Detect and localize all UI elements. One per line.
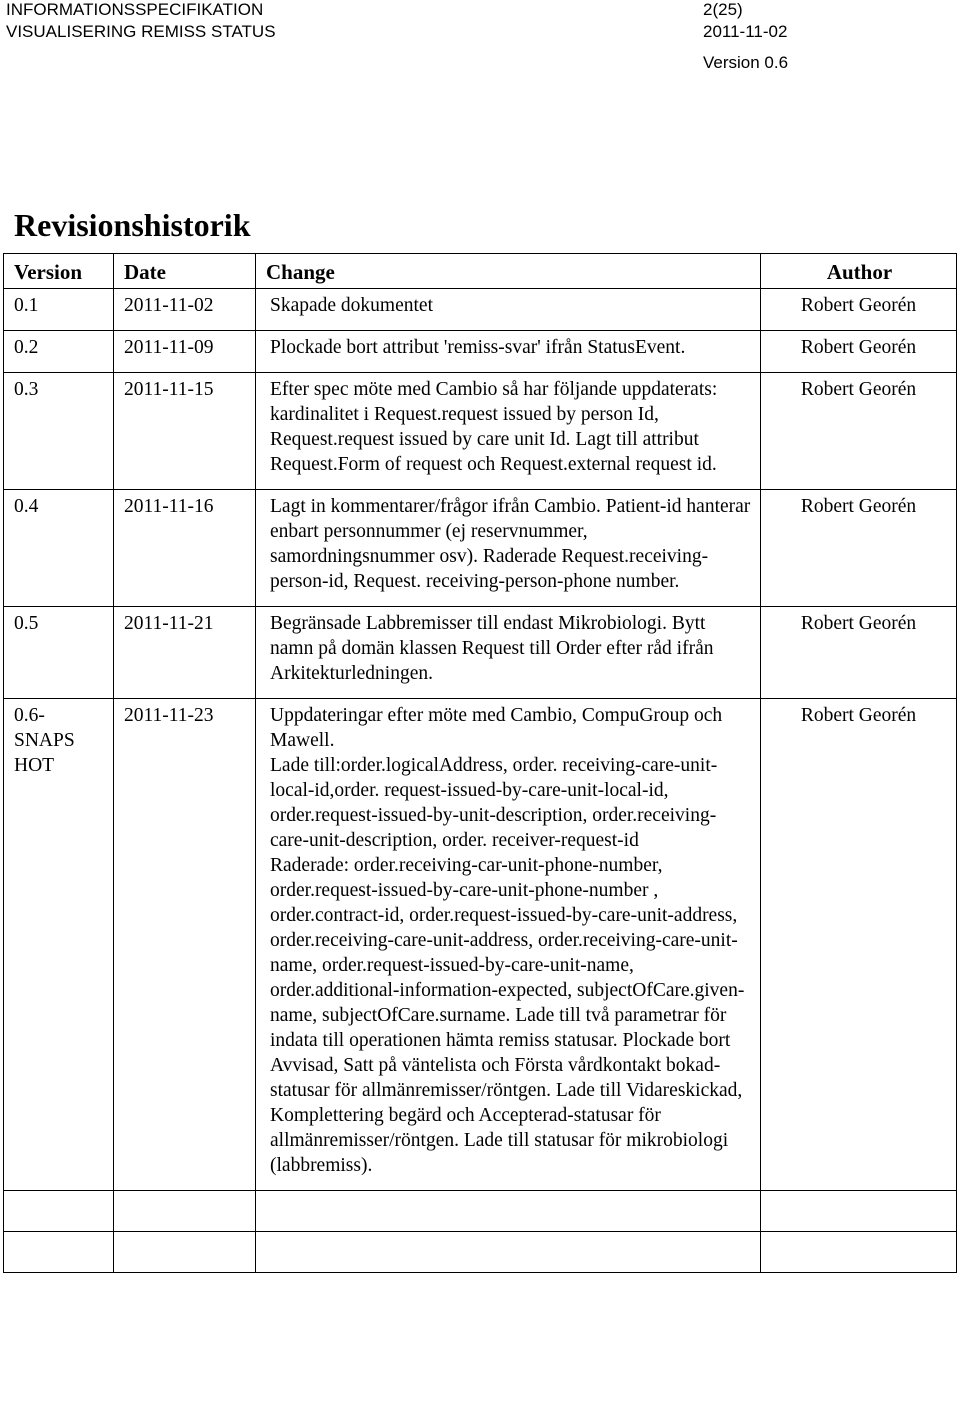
row-version: 0.6- SNAPS HOT bbox=[4, 699, 114, 1191]
column-header-change: Change bbox=[256, 254, 761, 289]
row-author: Robert Georén bbox=[761, 331, 957, 373]
empty-cell bbox=[761, 1191, 957, 1232]
empty-cell bbox=[761, 1232, 957, 1273]
table-row-empty bbox=[4, 1232, 957, 1273]
table-header-row bbox=[4, 254, 957, 289]
revision-history-table bbox=[3, 253, 957, 1273]
row-change: Skapade dokumentet bbox=[256, 289, 761, 331]
table-row-empty bbox=[4, 1191, 957, 1232]
row-date: 2011-11-16 bbox=[114, 490, 256, 607]
empty-cell bbox=[256, 1232, 761, 1273]
table-row bbox=[4, 490, 957, 607]
row-version: 0.1 bbox=[4, 289, 114, 331]
empty-cell bbox=[4, 1191, 114, 1232]
document-header-subtitle: VISUALISERING REMISS STATUS bbox=[6, 22, 276, 41]
empty-cell bbox=[4, 1232, 114, 1273]
row-date: 2011-11-09 bbox=[114, 331, 256, 373]
table-row bbox=[4, 699, 957, 1191]
row-change: Begränsade Labbremisser till endast Mikrobiologi. Bytt namn på domän klassen Request till Order efter råd ifrån Arkitekturledningen. bbox=[256, 607, 761, 699]
empty-cell bbox=[114, 1232, 256, 1273]
column-header-date: Date bbox=[114, 254, 256, 289]
page-number: 2(25) bbox=[703, 0, 743, 19]
table-row bbox=[4, 373, 957, 490]
row-date: 2011-11-02 bbox=[114, 289, 256, 331]
empty-cell bbox=[114, 1191, 256, 1232]
row-date: 2011-11-15 bbox=[114, 373, 256, 490]
row-author: Robert Georén bbox=[761, 373, 957, 490]
row-version: 0.2 bbox=[4, 331, 114, 373]
table-row bbox=[4, 607, 957, 699]
row-change: Lagt in kommentarer/frågor ifrån Cambio. Patient-id hanterar enbart personnummer (ej reservnummer, samordningsnummer osv). Raderade Request.receiving-person-id, Request. receiving-person-phone number. bbox=[256, 490, 761, 607]
row-change: Uppdateringar efter möte med Cambio, CompuGroup och Mawell. Lade till:order.logicalAddress, order. receiving-care-unit-local-id,order. request-issued-by-care-unit-local-id, order.request-issued-by-unit-description, order.receiving-care-unit-description, order. receiver-request-id Raderade: order.receiving-car-unit-phone-number, order.request-issued-by-care-unit-phone-number , order.contract-id, order.request-issued-by-care-unit-address, order.receiving-care-unit-address, order.receiving-care-unit-name, order.request-issued-by-care-unit-name, order.additional-information-expected, subjectOfCare.given-name, subjectOfCare.surname. Lade till två parametrar för indata till operationen hämta remiss statusar. Plockade bort Avvisad, Satt på väntelista och Första vårdkontakt bokad- statusar för allmänremisser/röntgen. Lade till Vidareskickad, Komplettering begärd och Accepterad-statusar för allmänremisser/röntgen. Lade till statusar för mikrobiologi (labbremiss). bbox=[256, 699, 761, 1191]
row-version: 0.4 bbox=[4, 490, 114, 607]
row-author: Robert Georén bbox=[761, 490, 957, 607]
table-row bbox=[4, 331, 957, 373]
row-date: 2011-11-23 bbox=[114, 699, 256, 1191]
row-date: 2011-11-21 bbox=[114, 607, 256, 699]
column-header-version: Version bbox=[4, 254, 114, 289]
row-change: Efter spec möte med Cambio så har följande uppdaterats: kardinalitet i Request.request issued by person Id, Request.request issued by care unit Id. Lagt till attribut Request.Form of request och Request.external request id. bbox=[256, 373, 761, 490]
column-header-author: Author bbox=[761, 254, 957, 289]
row-author: Robert Georén bbox=[761, 607, 957, 699]
document-version: Version 0.6 bbox=[703, 53, 789, 72]
row-author: Robert Georén bbox=[761, 289, 957, 331]
page-title: Revisionshistorik bbox=[14, 207, 251, 243]
table-row bbox=[4, 289, 957, 331]
empty-cell bbox=[256, 1191, 761, 1232]
row-author: Robert Georén bbox=[761, 699, 957, 1191]
row-change: Plockade bort attribut 'remiss-svar' ifrån StatusEvent. bbox=[256, 331, 761, 373]
document-header-title: INFORMATIONSSPECIFIKATION bbox=[6, 0, 264, 19]
row-version: 0.3 bbox=[4, 373, 114, 490]
row-version: 0.5 bbox=[4, 607, 114, 699]
document-date: 2011-11-02 bbox=[703, 22, 788, 41]
